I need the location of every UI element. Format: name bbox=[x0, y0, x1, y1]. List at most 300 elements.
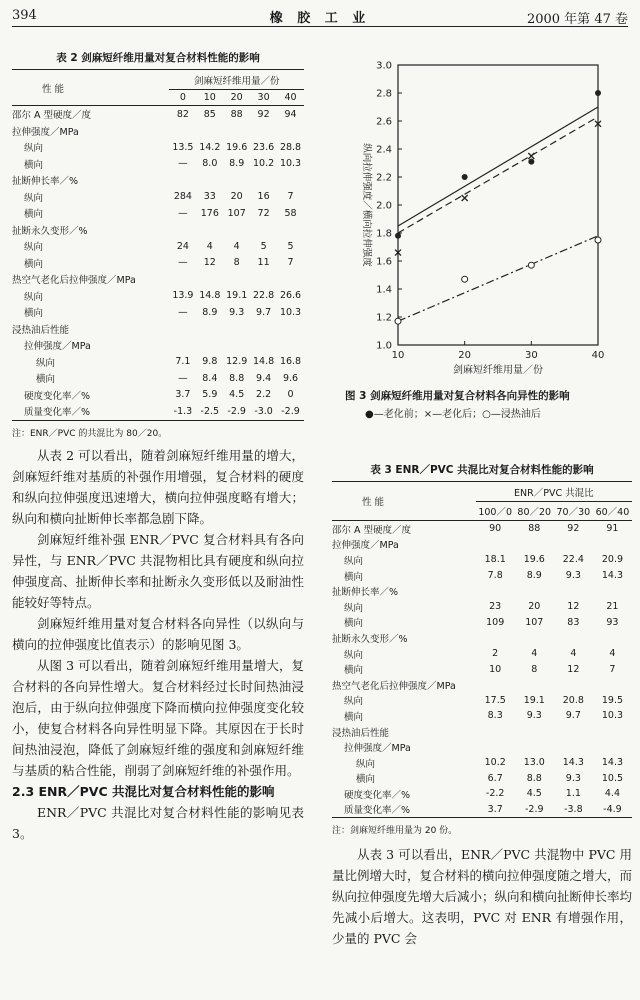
cell: 7.1 bbox=[175, 356, 191, 368]
cell: 16 bbox=[257, 191, 270, 203]
series-line-0 bbox=[398, 107, 598, 226]
cell: 4.5 bbox=[229, 389, 245, 401]
cell: 24 bbox=[176, 240, 189, 252]
cell bbox=[593, 537, 632, 553]
cell: 93 bbox=[606, 616, 619, 628]
cell: 8 bbox=[531, 663, 538, 675]
row-label: 横向 bbox=[24, 209, 44, 221]
cell: 58 bbox=[284, 207, 297, 219]
cell: 8.8 bbox=[526, 772, 542, 784]
table2-col-header: 30 bbox=[257, 92, 270, 103]
cell: 90 bbox=[489, 523, 502, 535]
cell: 9.3 bbox=[526, 710, 542, 722]
cell: 82 bbox=[176, 108, 189, 120]
data-point bbox=[528, 153, 534, 159]
cell: 11 bbox=[257, 257, 270, 269]
cell bbox=[277, 337, 304, 354]
table-row bbox=[332, 646, 632, 662]
cell: 9.3 bbox=[565, 570, 581, 582]
row-label: 扯断永久变形／% bbox=[332, 633, 408, 645]
cell bbox=[277, 123, 304, 140]
cell bbox=[277, 172, 304, 189]
cell: 9.7 bbox=[256, 306, 272, 318]
data-point bbox=[528, 262, 534, 268]
cell: 91 bbox=[606, 523, 619, 535]
cell: -2.9 bbox=[281, 405, 300, 417]
y-tick-label: 1.8 bbox=[376, 228, 392, 240]
figure3 bbox=[332, 50, 632, 390]
cell: 19.1 bbox=[226, 290, 248, 302]
cell: 4.4 bbox=[604, 788, 620, 800]
row-label: 质量变化率／% bbox=[24, 407, 91, 419]
table-row bbox=[12, 106, 304, 123]
row-label: 横向 bbox=[356, 774, 376, 786]
table-row bbox=[332, 771, 632, 787]
figure3-chart bbox=[332, 50, 632, 380]
row-label: 拉伸强度／MPa bbox=[344, 743, 411, 755]
cell: -2.5 bbox=[200, 405, 220, 417]
cell bbox=[476, 724, 515, 740]
cell: 4 bbox=[233, 240, 240, 252]
x-tick-label: 20 bbox=[458, 350, 472, 361]
cell bbox=[593, 677, 632, 693]
data-point bbox=[595, 237, 601, 243]
table2 bbox=[12, 69, 304, 421]
cell: 10 bbox=[489, 663, 502, 675]
cell bbox=[554, 583, 593, 599]
cell bbox=[223, 123, 250, 140]
cell: 26.6 bbox=[279, 290, 302, 302]
cell bbox=[515, 677, 554, 693]
table-row bbox=[12, 238, 304, 255]
figure3-legend: ●—老化前；×—老化后；○—浸热油后 bbox=[365, 409, 541, 420]
cell: 83 bbox=[567, 616, 580, 628]
y-tick-label: 2.4 bbox=[376, 144, 392, 156]
cell: 7.8 bbox=[487, 570, 503, 582]
cell bbox=[169, 337, 196, 354]
cell: 176 bbox=[200, 207, 219, 219]
cell: 2 bbox=[492, 648, 499, 660]
row-label: 拉伸强度／MPa bbox=[24, 341, 91, 353]
row-label: 质量变化率／% bbox=[344, 805, 411, 817]
cell: 9.8 bbox=[202, 356, 218, 368]
cell: 92 bbox=[567, 523, 580, 535]
cell: 7 bbox=[287, 191, 294, 203]
row-label: 纵向 bbox=[344, 649, 364, 661]
cell: 94 bbox=[284, 108, 297, 120]
cell: 33 bbox=[203, 191, 216, 203]
cell: 19.1 bbox=[523, 694, 545, 706]
cell: — bbox=[178, 257, 188, 269]
cell: 13.0 bbox=[523, 757, 545, 769]
cell: 14.3 bbox=[601, 757, 624, 769]
cell: 107 bbox=[227, 207, 246, 219]
table3-head-prop: 性 能 bbox=[362, 497, 385, 508]
table3-col-header: 80／20 bbox=[517, 507, 552, 518]
row-label: 扯断永久变形／% bbox=[12, 225, 88, 237]
paragraph: 剑麻短纤维补强 ENR／PVC 复合材料具有各向异性，与 ENR／PVC 共混物相比具有硬度和纵向拉伸强度高、扯断伸长率和扯断永久变形低以及耐油性能较好等特点。 bbox=[12, 531, 304, 610]
cell: 23 bbox=[489, 601, 502, 613]
paragraph: 从图 3 可以看出，随着剑麻短纤维用量增大，复合材料的各向异性增大。复合材料经过长时间热油浸泡后，由于纵向拉伸强度下降而横向拉伸强度变化较小，使复合材料各向异性明显下降。其原因在于长时间热油浸泡，降低了剑麻短纤维的强度和剑麻短纤维与基质的粘合性能，削弱了剑麻短纤维的补强作用。 bbox=[12, 657, 304, 778]
cell: 2.2 bbox=[256, 389, 272, 401]
table-row bbox=[12, 337, 304, 354]
cell bbox=[250, 321, 277, 338]
table-row bbox=[12, 370, 304, 387]
table-row bbox=[12, 387, 304, 404]
cell: 85 bbox=[203, 108, 216, 120]
cell bbox=[196, 172, 223, 189]
row-label: 纵向 bbox=[24, 291, 44, 303]
row-label: 横向 bbox=[344, 711, 364, 723]
table3-head-group: ENR／PVC 共混比 bbox=[476, 482, 632, 502]
cell: 20.9 bbox=[601, 554, 624, 566]
cell bbox=[169, 321, 196, 338]
x-tick-label: 10 bbox=[391, 350, 405, 361]
paragraph: ENR／PVC 共混比对复合材料性能的影响见表 3。 bbox=[12, 804, 304, 841]
cell bbox=[169, 222, 196, 239]
cell: 18.1 bbox=[484, 554, 506, 566]
page-number: 394 bbox=[12, 8, 37, 23]
table-row bbox=[332, 755, 632, 771]
row-label: 横向 bbox=[36, 374, 56, 386]
row-label: 横向 bbox=[344, 665, 364, 677]
cell bbox=[223, 222, 250, 239]
table-row bbox=[332, 630, 632, 646]
cell: 20 bbox=[528, 601, 541, 613]
cell: 8.9 bbox=[526, 570, 542, 582]
cell: 3.7 bbox=[487, 803, 503, 815]
cell: 9.6 bbox=[282, 372, 299, 384]
cell: 9.3 bbox=[229, 306, 245, 318]
cell bbox=[515, 739, 554, 755]
table-row bbox=[332, 583, 632, 599]
right-body-text bbox=[332, 844, 632, 949]
y-tick-label: 2.8 bbox=[376, 88, 392, 100]
table-row bbox=[332, 615, 632, 631]
cell bbox=[515, 537, 554, 553]
cell bbox=[277, 271, 304, 288]
cell: 5.9 bbox=[202, 389, 218, 401]
cell: 19.6 bbox=[523, 554, 545, 566]
table-row bbox=[332, 661, 632, 677]
table-row bbox=[12, 222, 304, 239]
row-label: 横向 bbox=[344, 618, 364, 630]
row-label: 横向 bbox=[24, 308, 44, 320]
cell bbox=[250, 123, 277, 140]
cell bbox=[593, 583, 632, 599]
cell bbox=[476, 630, 515, 646]
table-row bbox=[332, 693, 632, 709]
cell: 13.5 bbox=[172, 141, 194, 153]
cell bbox=[169, 123, 196, 140]
cell bbox=[169, 172, 196, 189]
data-point bbox=[462, 195, 468, 201]
left-column bbox=[12, 50, 304, 844]
cell: 14.3 bbox=[601, 570, 624, 582]
cell: — bbox=[178, 207, 188, 219]
cell: 6.7 bbox=[487, 772, 503, 784]
cell bbox=[223, 172, 250, 189]
row-label: 纵向 bbox=[24, 192, 44, 204]
table3-col-header: 70／30 bbox=[556, 507, 591, 518]
cell: 4 bbox=[609, 648, 616, 660]
row-label: 纵向 bbox=[356, 758, 376, 770]
x-tick-label: 40 bbox=[591, 350, 605, 361]
cell bbox=[476, 677, 515, 693]
cell: 13.9 bbox=[172, 290, 194, 302]
cell: 14.2 bbox=[199, 141, 221, 153]
row-label: 热空气老化后拉伸强度／MPa bbox=[12, 275, 136, 287]
row-label: 硬度变化率／% bbox=[24, 390, 91, 402]
cell bbox=[250, 337, 277, 354]
cell: 5 bbox=[287, 240, 294, 252]
cell: 14.8 bbox=[253, 356, 275, 368]
cell bbox=[196, 337, 223, 354]
left-body-text bbox=[12, 445, 304, 844]
table-row bbox=[332, 724, 632, 740]
cell: 28.8 bbox=[279, 141, 302, 153]
cell: 22.8 bbox=[253, 290, 275, 302]
cell: 10.2 bbox=[484, 757, 506, 769]
table-row bbox=[12, 156, 304, 173]
cell bbox=[554, 630, 593, 646]
cell: 4 bbox=[570, 648, 577, 660]
x-axis-label: 剑麻短纤维用量／份 bbox=[453, 365, 543, 376]
cell bbox=[223, 321, 250, 338]
cell: -2.9 bbox=[525, 803, 544, 815]
table-row bbox=[332, 568, 632, 584]
cell: 8.8 bbox=[229, 372, 245, 384]
cell: 16.8 bbox=[279, 356, 302, 368]
section-heading: 2.3 ENR／PVC 共混比对复合材料性能的影响 bbox=[12, 783, 275, 799]
row-label: 拉伸强度／MPa bbox=[12, 126, 79, 138]
paragraph: 从表 2 可以看出，随着剑麻短纤维用量的增大，剑麻短纤维对基质的补强作用增强，复合材料的硬度和纵向拉伸强度迅速增大，横向拉伸强度略有增大；纵向和横向扯断伸长率都急剧下降。 bbox=[12, 447, 304, 526]
cell: 9.7 bbox=[565, 710, 581, 722]
table-row bbox=[12, 139, 304, 156]
table-row bbox=[12, 205, 304, 222]
cell: -3.0 bbox=[254, 405, 273, 417]
cell bbox=[223, 337, 250, 354]
table2-head-group: 剑麻短纤维用量／份 bbox=[169, 70, 304, 90]
cell: — bbox=[178, 372, 188, 384]
cell bbox=[250, 172, 277, 189]
row-label: 纵向 bbox=[36, 357, 56, 369]
cell: 1.1 bbox=[565, 788, 581, 800]
table-row bbox=[332, 537, 632, 553]
cell: 7 bbox=[609, 663, 616, 675]
cell: 12.9 bbox=[226, 356, 248, 368]
cell: 10.5 bbox=[601, 772, 624, 784]
cell: 9.4 bbox=[256, 372, 272, 384]
row-label: 邵尔 A 型硬度／度 bbox=[12, 110, 92, 122]
cell: 8.9 bbox=[229, 158, 245, 170]
right-column bbox=[332, 462, 632, 949]
cell: 8.3 bbox=[487, 710, 503, 722]
table2-caption: 表 2 剑麻短纤维用量对复合材料性能的影响 bbox=[56, 52, 260, 64]
row-label: 纵向 bbox=[344, 602, 364, 614]
cell: 109 bbox=[486, 616, 505, 628]
cell: 20 bbox=[230, 191, 243, 203]
table2-col-header: 0 bbox=[179, 92, 186, 103]
cell: 19.5 bbox=[601, 694, 624, 706]
cell: 0 bbox=[287, 389, 294, 401]
paragraph: 从表 3 可以看出，ENR／PVC 共混物中 PVC 用量比例增大时，复合材料的横向拉伸强度随之增大，而纵向拉伸强度先增大后减小；纵向和横向扯断伸长率均先减小后增大。这表明，PVC 对 ENR 有增强作用，少量的 PVC 会 bbox=[332, 847, 633, 947]
row-label: 浸热油后性能 bbox=[332, 727, 390, 739]
cell: 8.4 bbox=[202, 372, 218, 384]
cell bbox=[223, 271, 250, 288]
series-line-1 bbox=[398, 117, 598, 233]
cell: 10.3 bbox=[279, 306, 302, 318]
cell: 12 bbox=[567, 663, 580, 675]
cell: 7 bbox=[287, 257, 294, 269]
cell bbox=[554, 739, 593, 755]
cell: 88 bbox=[528, 523, 541, 535]
cell: 8 bbox=[233, 257, 240, 269]
table-row bbox=[12, 403, 304, 420]
table-row bbox=[12, 123, 304, 140]
cell: 14.8 bbox=[199, 290, 221, 302]
row-label: 热空气老化后拉伸强度／MPa bbox=[332, 680, 456, 692]
row-label: 邵尔 A 型硬度／度 bbox=[332, 524, 412, 536]
data-point bbox=[395, 233, 401, 239]
journal-name: 橡 胶 工 业 bbox=[269, 11, 371, 26]
cell: 72 bbox=[257, 207, 270, 219]
paragraph: 剑麻短纤维用量对复合材料各向异性（以纵向与横向的拉伸强度比值表示）的影响见图 3。 bbox=[12, 615, 304, 652]
cell: 12 bbox=[567, 601, 580, 613]
cell bbox=[476, 583, 515, 599]
table-row bbox=[12, 321, 304, 338]
cell: — bbox=[178, 306, 188, 318]
table-row bbox=[12, 271, 304, 288]
y-tick-label: 1.4 bbox=[376, 284, 392, 296]
table-row bbox=[12, 255, 304, 272]
series-line-2 bbox=[398, 236, 598, 321]
cell: 14.3 bbox=[562, 757, 584, 769]
table3 bbox=[332, 481, 632, 818]
table-row bbox=[12, 354, 304, 371]
table-row bbox=[332, 599, 632, 615]
cell bbox=[515, 630, 554, 646]
table2-col-header: 40 bbox=[284, 92, 297, 103]
table-row bbox=[332, 739, 632, 755]
x-tick-label: 30 bbox=[524, 350, 538, 361]
row-label: 浸热油后性能 bbox=[12, 324, 70, 336]
cell bbox=[250, 222, 277, 239]
cell bbox=[196, 222, 223, 239]
table3-note: 注：剑麻短纤维用量为 20 份。 bbox=[332, 826, 458, 837]
table2-col-header: 20 bbox=[230, 92, 243, 103]
cell bbox=[515, 583, 554, 599]
table-row bbox=[332, 708, 632, 724]
table2-head-prop: 性 能 bbox=[42, 83, 65, 95]
y-tick-label: 2.2 bbox=[376, 172, 392, 184]
table-row bbox=[332, 786, 632, 802]
cell bbox=[515, 724, 554, 740]
row-label: 横向 bbox=[24, 258, 44, 270]
row-label: 纵向 bbox=[24, 143, 44, 155]
cell: 3.7 bbox=[175, 389, 191, 401]
table-row bbox=[12, 304, 304, 321]
table-row bbox=[12, 189, 304, 206]
cell bbox=[250, 271, 277, 288]
cell: 4.5 bbox=[526, 788, 542, 800]
y-tick-label: 1.0 bbox=[376, 340, 392, 352]
data-point bbox=[395, 318, 401, 324]
table3-col-header: 60／40 bbox=[595, 507, 630, 518]
cell bbox=[554, 537, 593, 553]
cell: 8.9 bbox=[202, 306, 218, 318]
cell bbox=[593, 630, 632, 646]
table-row bbox=[332, 802, 632, 818]
table3-caption: 表 3 ENR／PVC 共混比对复合材料性能的影响 bbox=[370, 464, 594, 476]
row-label: 纵向 bbox=[344, 696, 364, 708]
cell bbox=[196, 123, 223, 140]
cell: -2.2 bbox=[485, 788, 505, 800]
cell: 88 bbox=[230, 108, 243, 120]
cell: — bbox=[178, 158, 188, 170]
row-label: 纵向 bbox=[344, 555, 364, 567]
figure3-caption-block bbox=[345, 388, 630, 420]
row-label: 硬度变化率／% bbox=[344, 789, 411, 801]
cell bbox=[554, 677, 593, 693]
cell bbox=[476, 739, 515, 755]
cell: -1.3 bbox=[173, 405, 193, 417]
table-row bbox=[332, 677, 632, 693]
cell: 10.3 bbox=[601, 710, 624, 722]
cell bbox=[277, 321, 304, 338]
row-label: 拉伸强度／MPa bbox=[332, 540, 399, 552]
cell: 9.3 bbox=[565, 772, 581, 784]
plot-frame bbox=[398, 65, 598, 345]
cell: 4 bbox=[531, 648, 538, 660]
cell bbox=[476, 537, 515, 553]
cell: 20.8 bbox=[562, 694, 584, 706]
figure3-caption: 图 3 剑麻短纤维用量对复合材料各向异性的影响 bbox=[345, 390, 570, 402]
cell: 10.2 bbox=[253, 158, 275, 170]
cell: -3.8 bbox=[564, 803, 583, 815]
cell: 4 bbox=[206, 240, 213, 252]
cell: 17.5 bbox=[484, 694, 506, 706]
table-row bbox=[12, 172, 304, 189]
y-tick-label: 1.6 bbox=[376, 256, 392, 268]
cell: 284 bbox=[173, 191, 192, 203]
data-point bbox=[528, 159, 534, 165]
y-tick-label: 2.0 bbox=[376, 200, 392, 212]
cell: -4.9 bbox=[603, 803, 622, 815]
issue-info: 2000 年第 47 卷 bbox=[526, 12, 628, 27]
table-row bbox=[332, 552, 632, 568]
cell: 10.3 bbox=[279, 158, 302, 170]
running-header bbox=[12, 6, 628, 27]
y-tick-label: 3.0 bbox=[376, 60, 392, 72]
cell bbox=[593, 739, 632, 755]
table-row bbox=[332, 521, 632, 537]
cell bbox=[196, 321, 223, 338]
cell: 22.4 bbox=[562, 554, 584, 566]
cell: 8.0 bbox=[202, 158, 218, 170]
cell bbox=[593, 724, 632, 740]
row-label: 横向 bbox=[24, 159, 44, 171]
cell: 19.6 bbox=[226, 141, 248, 153]
cell bbox=[169, 271, 196, 288]
y-tick-label: 2.6 bbox=[376, 116, 392, 128]
table2-note: 注：ENR／PVC 的共混比为 80／20。 bbox=[12, 428, 168, 439]
row-label: 横向 bbox=[344, 571, 364, 583]
cell: 12 bbox=[203, 257, 216, 269]
cell: 92 bbox=[257, 108, 270, 120]
cell: -2.9 bbox=[227, 405, 246, 417]
data-point bbox=[462, 276, 468, 282]
